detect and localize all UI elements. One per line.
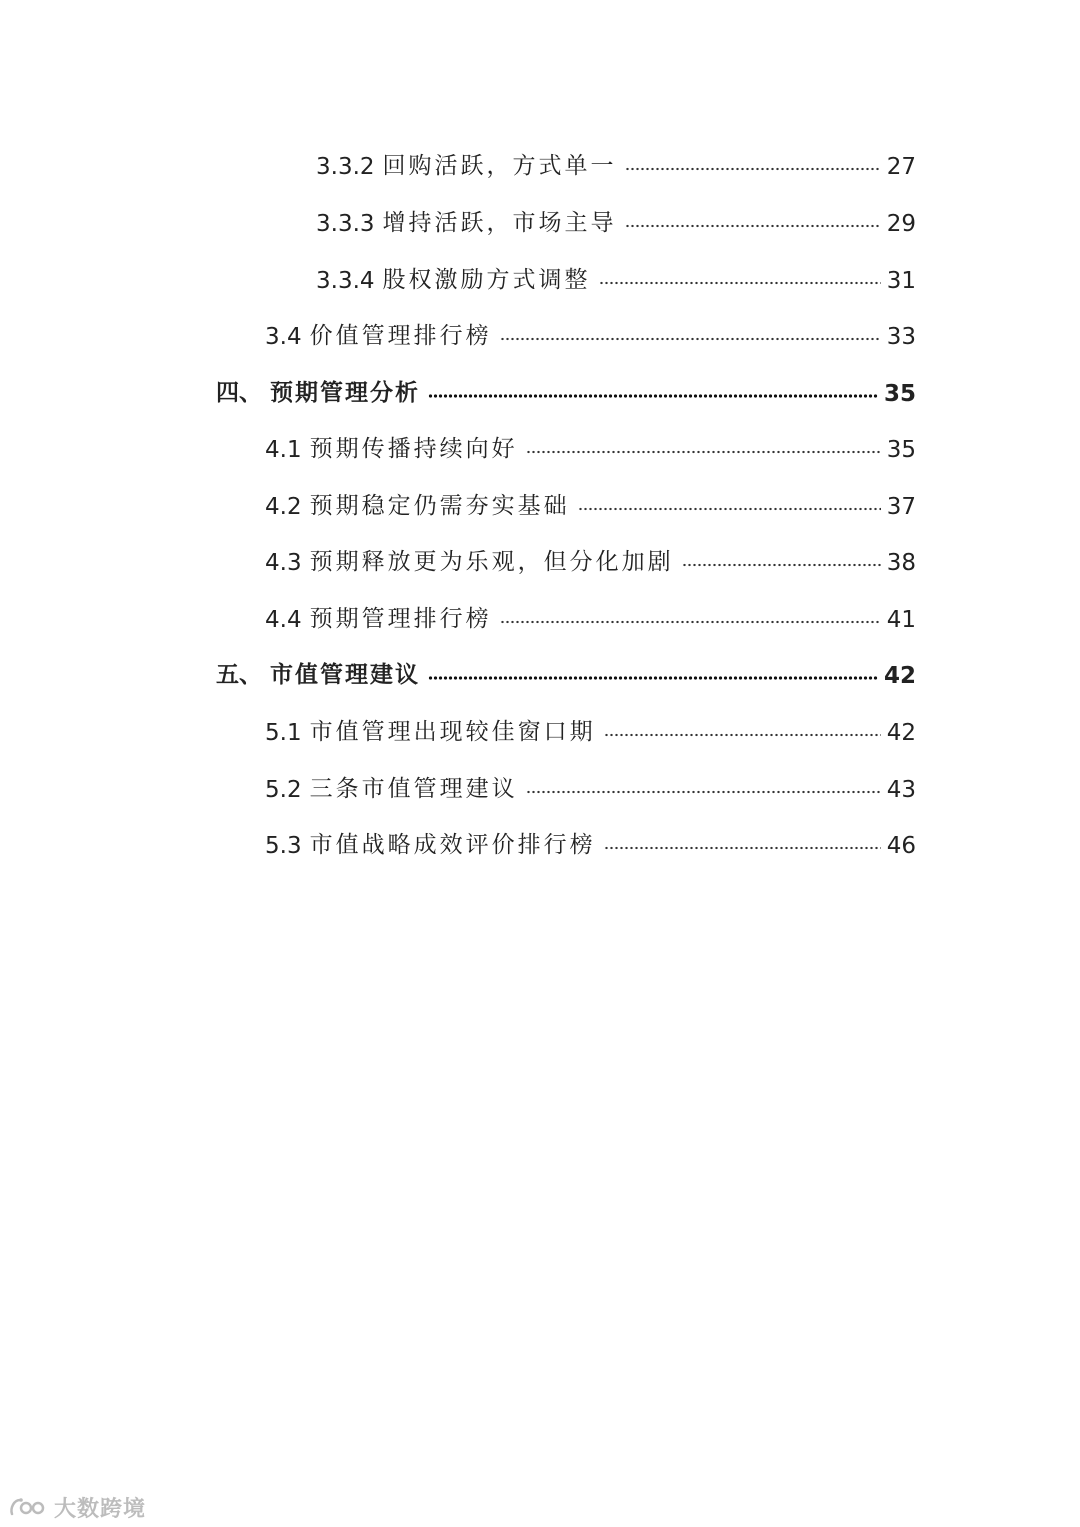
toc-entry-number: 4.2: [265, 494, 302, 520]
watermark-text: 大数跨境: [54, 1496, 147, 1522]
toc-entry-3-4[interactable]: [265, 310, 916, 350]
toc-page-number: 38: [886, 550, 916, 576]
toc-page-number: 31: [886, 268, 916, 294]
toc-chapter-title: 预期管理分析: [270, 380, 420, 406]
toc-entry-3-3-4[interactable]: [316, 254, 916, 294]
toc-entry-3-3-3[interactable]: [316, 197, 916, 237]
toc-entry-5-3[interactable]: [265, 819, 916, 859]
toc-entry-title: 市值战略成效评价排行榜: [309, 832, 596, 858]
toc-entry-title: 预期稳定仍需夯实基础: [309, 493, 570, 519]
toc-entry-title: 预期传播持续向好: [309, 436, 518, 462]
toc-entry-title: 市值管理出现较佳窗口期: [309, 719, 596, 745]
toc-chapter-number: 四、: [216, 380, 262, 406]
toc-dot-leader: [604, 845, 881, 851]
toc-entry-number: 4.1: [265, 437, 302, 463]
toc-entry-number: 5.3: [265, 833, 302, 859]
toc-entry-title: 股权激励方式调整: [382, 267, 591, 293]
toc-entry-title: 三条市值管理建议: [309, 776, 518, 802]
toc-page-number: 46: [886, 833, 916, 859]
toc-dot-leader: [682, 562, 881, 568]
toc-entry-4-2[interactable]: [265, 480, 916, 520]
toc-page-number: 42: [883, 663, 916, 689]
toc-entry-number: 3.3.2: [316, 154, 375, 180]
toc-entry-5-1[interactable]: [265, 706, 916, 746]
toc-entry-number: 3.3.3: [316, 211, 375, 237]
toc-chapter-5[interactable]: [216, 649, 916, 689]
toc-entry-number: 3.3.4: [316, 268, 375, 294]
toc-entry-number: 4.3: [265, 550, 302, 576]
toc-entry-number: 3.4: [265, 324, 302, 350]
toc-dot-leader: [526, 449, 881, 455]
toc-dot-leader: [428, 675, 878, 681]
toc-entry-title: 预期管理排行榜: [309, 606, 492, 632]
toc-page-number: 37: [886, 494, 916, 520]
toc-page-number: 27: [886, 154, 916, 180]
toc-page-number: 35: [883, 381, 916, 407]
toc-page-number: 42: [886, 720, 916, 746]
toc-entry-number: 4.4: [265, 607, 302, 633]
toc-dot-leader: [625, 166, 881, 172]
toc-chapter-4[interactable]: [216, 367, 916, 407]
toc-entry-5-2[interactable]: [265, 763, 916, 803]
toc-entry-title: 回购活跃，方式单一: [382, 153, 617, 179]
toc-page-number: 35: [886, 437, 916, 463]
toc-page-number: 33: [886, 324, 916, 350]
toc-entry-title: 增持活跃，市场主导: [382, 210, 617, 236]
toc-dot-leader: [599, 280, 881, 286]
toc-entry-title: 价值管理排行榜: [309, 323, 492, 349]
toc-entry-number: 5.2: [265, 777, 302, 803]
watermark: [8, 1490, 146, 1524]
toc-entry-4-4[interactable]: [265, 593, 916, 633]
toc-dot-leader: [604, 732, 881, 738]
toc-dot-leader: [526, 789, 881, 795]
toc-dot-leader: [625, 223, 881, 229]
toc-entry-3-3-2[interactable]: [316, 140, 916, 180]
toc-page-number: 29: [886, 211, 916, 237]
toc-dot-leader: [500, 619, 881, 625]
toc-chapter-number: 五、: [216, 662, 262, 688]
toc-entry-number: 5.1: [265, 720, 302, 746]
toc-entry-4-3[interactable]: [265, 536, 916, 576]
watermark-logo-icon: [8, 1494, 48, 1520]
toc-page-number: 41: [886, 607, 916, 633]
toc-dot-leader: [578, 506, 881, 512]
toc-entry-title: 预期释放更为乐观，但分化加剧: [309, 549, 674, 575]
toc-chapter-title: 市值管理建议: [270, 662, 420, 688]
toc-entry-4-1[interactable]: [265, 423, 916, 463]
toc-dot-leader: [428, 393, 878, 399]
toc-dot-leader: [500, 336, 881, 342]
toc-page-number: 43: [886, 777, 916, 803]
